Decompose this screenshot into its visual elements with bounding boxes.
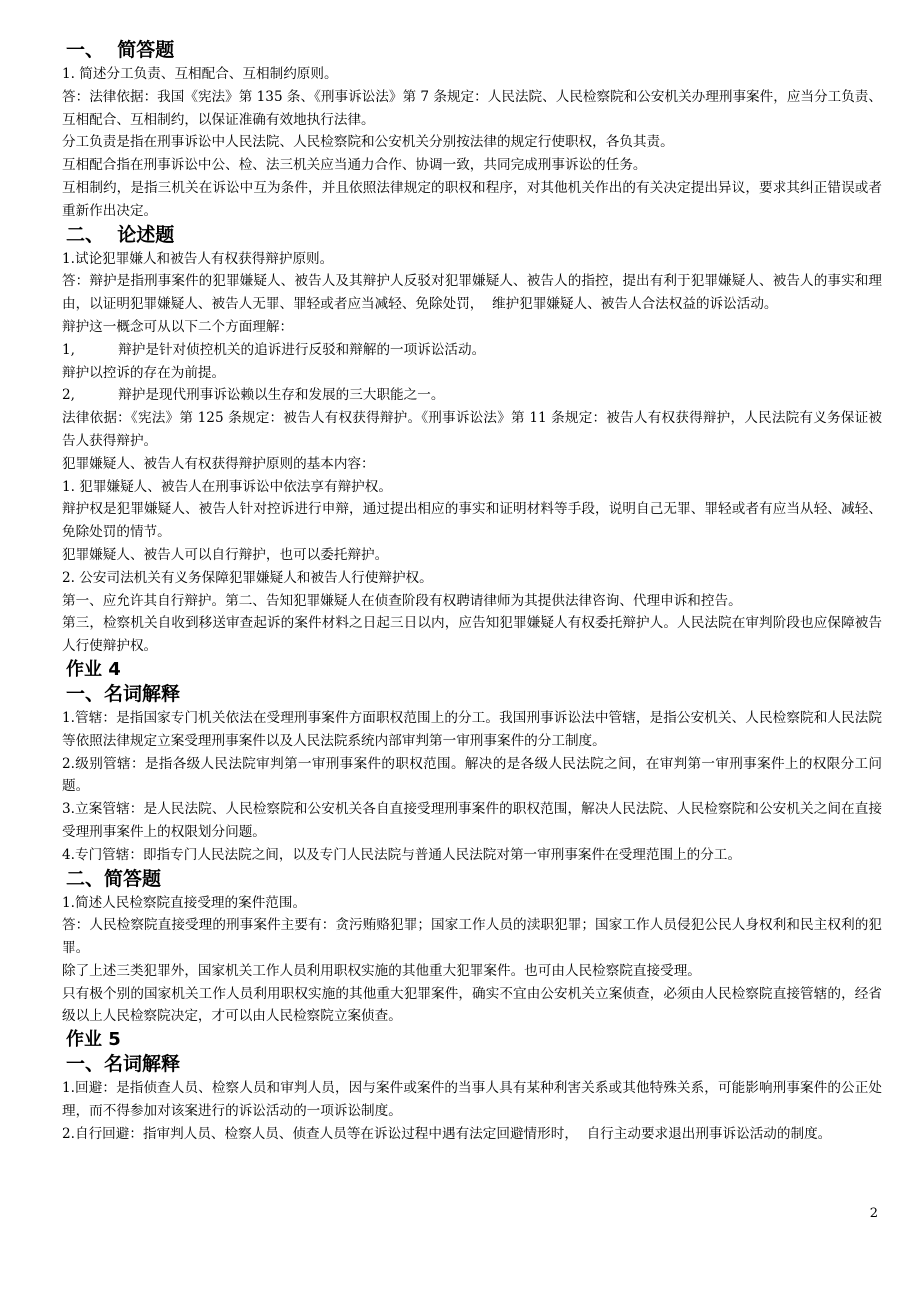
paragraph: 1.回避：是指侦查人员、检察人员和审判人员，因与案件或案件的当事人具有某种利害关系或其他特殊关系，可能影响刑事案件的公正处理，而不得参加对该案进行的诉讼活动的一项诉讼制度。 (62, 1080, 882, 1120)
paragraph: 法律依据：《宪法》第 125 条规定：被告人有权获得辩护。《刑事诉讼法》第 11 条规定：被告人有权获得辩护，人民法院有义务保证被告人获得辩护。 (62, 410, 882, 449)
document-page (62, 38, 882, 1146)
paragraph: 互相配合指在刑事诉讼中公、检、法三机关应当通力合作、协调一致，共同完成刑事诉讼的任务。 (62, 157, 647, 174)
paragraph: 2.级别管辖：是指各级人民法院审判第一审刑事案件的职权范围。解决的是各级人民法院之间，在审判第一审刑事案件上的权限分工问题。 (62, 755, 882, 795)
paragraph: 辩护以控诉的存在为前提。 (62, 364, 226, 381)
paragraph: 犯罪嫌疑人、被告人可以自行辩护，也可以委托辩护。 (62, 546, 389, 563)
assignment-title: 作业 5 (66, 1029, 121, 1051)
assignment-title: 作业 4 (66, 658, 121, 680)
paragraph: 1, 辩护是针对侦控机关的追诉进行反驳和辩解的一项诉讼活动。 (62, 341, 486, 358)
paragraph: 1.简述人民检察院直接受理的案件范围。 (62, 894, 307, 911)
paragraph: 除了上述三类犯罪外，国家机关工作人员利用职权实施的其他重大犯罪案件。也可由人民检察院直接受理。 (62, 962, 701, 979)
section-heading: 一、名词解释 (66, 682, 181, 705)
paragraph: 辩护权是犯罪嫌疑人、被告人针对控诉进行申辩，通过提出相应的事实和证明材料等手段，说明自己无罪、罪轻或者有应当从轻、减轻、免除处罚的情节。 (62, 501, 882, 541)
paragraph: 2. 公安司法机关有义务保障犯罪嫌疑人和被告人行使辩护权。 (62, 569, 433, 586)
paragraph: 第三，检察机关自收到移送审查起诉的案件材料之日起三日以内，应告知犯罪嫌疑人有权委托辩护人。人民法院在审判阶段也应保障被告人行使辩护权。 (62, 615, 882, 655)
section-heading: 二、 论述题 (66, 223, 175, 246)
section-heading: 一、 简答题 (66, 39, 175, 61)
paragraph: 互相制约，是指三机关在诉讼中互为条件，并且依照法律规定的职权和程序，对其他机关作出的有关决定提出异议，要求其纠正错误或者重新作出决定。 (62, 179, 882, 219)
paragraph: 3.立案管辖：是人民法院、人民检察院和公安机关各自直接受理刑事案件的职权范围，解决人民法院、人民检察院和公安机关之间在直接受理刑事案件上的权限划分问题。 (62, 801, 882, 840)
paragraph: 2.自行回避：指审判人员、检察人员、侦查人员等在诉讼过程中遇有法定回避情形时， 自行主动要求退出刑事诉讼活动的制度。 (62, 1125, 832, 1142)
paragraph: 只有极个别的国家机关工作人员利用职权实施的其他重大犯罪案件，确实不宜由公安机关立案侦查，必须由人民检察院直接管辖的，经省级以上人民检察院决定，才可以由人民检察院立案侦查。 (62, 985, 882, 1025)
paragraph: 答：人民检察院直接受理的刑事案件主要有：贪污贿赂犯罪；国家工作人员的渎职犯罪；国家工作人员侵犯公民人身权利和民主权利的犯罪。 (62, 917, 882, 957)
paragraph: 1.试论犯罪嫌人和被告人有权获得辩护原则。 (62, 250, 334, 267)
paragraph: 1.管辖：是指国家专门机关依法在受理刑事案件方面职权范围上的分工。我国刑事诉讼法中管辖，是指公安机关、人民检察院和人民法院等依照法律规定立案受理刑事案件以及人民法院系统内部审判第一审刑事案件的分工制度。 (62, 709, 882, 749)
paragraph: 辩护这一概念可从以下二个方面理解： (62, 318, 294, 335)
page-number: 2 (869, 1206, 878, 1221)
paragraph: 第一、应允许其自行辩护。第二、告知犯罪嫌疑人在侦查阶段有权聘请律师为其提供法律咨询、代理申诉和控告。 (62, 592, 742, 609)
paragraph: 分工负责是指在刑事诉讼中人民法院、人民检察院和公安机关分别按法律的规定行使职权，各负其责。 (62, 134, 674, 151)
paragraph: 1. 简述分工负责、互相配合、互相制约原则。 (62, 66, 338, 82)
section-heading: 一、名词解释 (66, 1053, 181, 1076)
paragraph: 4.专门管辖：即指专门人民法院之间，以及专门人民法院与普通人民法院对第一审刑事案件在受理范围上的分工。 (62, 846, 742, 863)
paragraph: 答：法律依据：我国《宪法》第 135 条、《刑事诉讼法》第 7 条规定：人民法院、人民检察院和公安机关办理刑事案件，应当分工负责、互相配合、互相制约，以保证准确有效地执行法律。 (62, 88, 882, 128)
paragraph: 答：辩护是指刑事案件的犯罪嫌疑人、被告人及其辩护人反驳对犯罪嫌疑人、被告人的指控，提出有利于犯罪嫌疑人、被告人的事实和理由，以证明犯罪嫌疑人、被告人无罪、罪轻或者应当减轻、免除处罚， 维护犯罪嫌疑人、被告人合法权益的诉讼活动。 (62, 273, 882, 313)
paragraph: 犯罪嫌疑人、被告人有权获得辩护原则的基本内容： (62, 455, 375, 472)
paragraph: 1. 犯罪嫌疑人、被告人在刑事诉讼中依法享有辩护权。 (62, 478, 392, 495)
section-heading: 二、简答题 (66, 867, 162, 890)
paragraph: 2, 辩护是现代刑事诉讼赖以生存和发展的三大职能之一。 (62, 387, 445, 404)
